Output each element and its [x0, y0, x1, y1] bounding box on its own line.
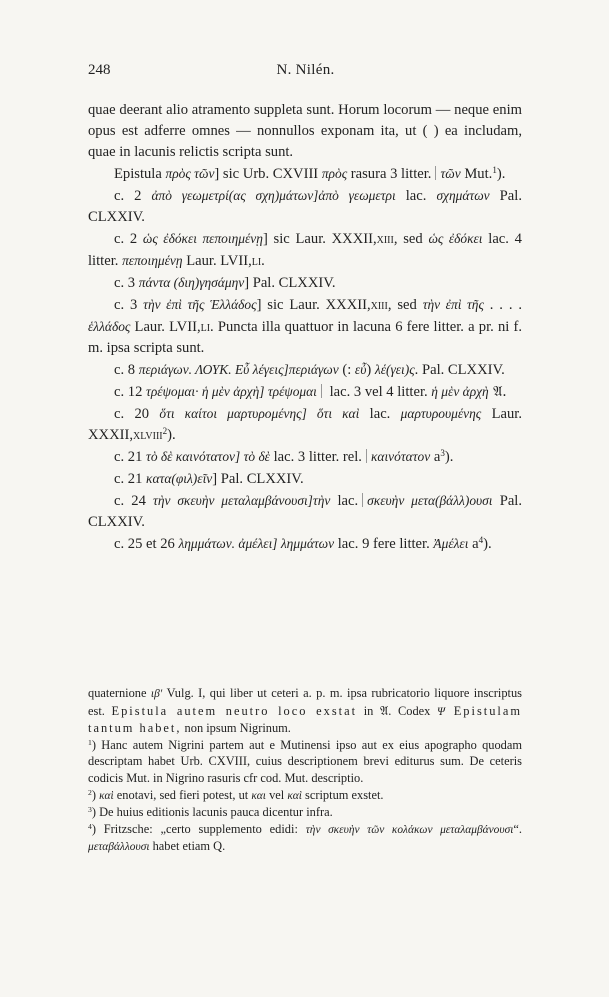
page-number: 248: [88, 62, 111, 78]
text: in 𝔄. Codex: [357, 703, 438, 718]
greek-text: μαρτυρουμένης: [400, 406, 482, 421]
greek-text: ὡς ἐδόκει: [428, 231, 483, 246]
text: ] sic Laur. XXXII,: [262, 231, 377, 247]
text: a: [468, 536, 479, 552]
greek-text: περιάγων. ΛΟΥΚ. Εὖ λέγεις]περιάγων: [138, 362, 339, 377]
text: . . . .: [483, 297, 522, 313]
text: rasura 3 litter.: [347, 166, 432, 182]
note-c25: [88, 533, 522, 555]
text: ).: [483, 536, 492, 552]
text: (:: [338, 362, 355, 378]
text: habet etiam Q.: [149, 839, 226, 854]
running-head: N. Nilén.: [276, 62, 335, 78]
text: enotavi, sed fieri potest, ut: [113, 787, 252, 802]
text: .: [261, 253, 265, 269]
text: c. 2: [114, 231, 143, 247]
text: c. 3: [114, 275, 139, 291]
note-c8: [88, 359, 522, 381]
text: . Puncta illa quattuor in lacuna 6 fere litter. a pr. ni f. m. ipsa scripta sunt.: [88, 319, 522, 356]
text: c. 20: [114, 406, 160, 422]
text: Vulg. I, qui liber ut ceteri a. p. m. ipsa rubricatorio liquore inscriptus est.: [88, 686, 522, 718]
footnote-3: [88, 804, 522, 821]
greek-text: και: [251, 789, 266, 802]
text: “.: [513, 821, 522, 836]
greek-text: ιβ': [150, 688, 163, 700]
text: lac.: [395, 188, 437, 204]
text: ): [91, 787, 100, 802]
roman-numeral: li: [251, 253, 262, 269]
margin-mark: [435, 166, 436, 180]
footnote-continuation: [88, 685, 522, 737]
text: c. 25 et 26: [114, 536, 179, 552]
footnote-mark: 1: [88, 737, 92, 747]
greek-text: καὶ: [287, 789, 302, 802]
text: , sed: [393, 231, 429, 247]
intro-paragraph: [88, 100, 522, 163]
footnote-1: [88, 737, 522, 787]
text: ) Hanc autem Nigrini partem aut e Mutinensi ipso aut ex eius apographo quodam descriptam habet Urb. CXVIII, cuius descriptionem brevi editurus sum. De ceteris codicis Mut. in Nigrino rasuris cfr cod. Mut. descriptio.: [88, 737, 522, 785]
greek-text: Ἀμέλει: [433, 536, 469, 551]
text: lac.: [359, 406, 401, 422]
text: ] Pal. CLXXIV.: [212, 471, 304, 487]
greek-text: ἀπὸ γεωμετρί(ας σχη)μάτων]ἀπὸ γεωμετρι: [151, 188, 396, 203]
spaced-text: Epistulam tantum habet,: [88, 703, 522, 736]
text: vel: [265, 787, 288, 802]
text: ) De huius editionis lacunis pauca dicentur infra.: [91, 805, 333, 820]
margin-mark: [366, 449, 367, 463]
footnotes: [88, 685, 522, 856]
text: c. 2: [114, 188, 152, 204]
footnote-ref: 2: [162, 426, 168, 437]
footnote-mark: 2: [88, 787, 92, 797]
greek-text: ὅτι καίτοι μαρτυρομένης] ὅτι καὶ: [159, 406, 360, 421]
spaced-text: Epistula autem neutro loco exstat: [111, 703, 358, 718]
greek-text: μεταβάλλουσι: [88, 841, 150, 854]
greek-text: εὖ: [354, 362, 367, 377]
greek-text: τὴν ἐπὶ τῆς Ἑλλάδος: [143, 297, 257, 312]
text: c. 21: [114, 471, 147, 487]
roman-numeral: xlviii: [133, 427, 163, 443]
greek-text: πρὸς: [321, 166, 348, 181]
note-c21b: [88, 468, 522, 490]
text: Epistula: [114, 166, 166, 182]
text: c. 12: [114, 384, 147, 400]
greek-text: τῶν: [440, 166, 461, 181]
greek-text: πάντα (διη)γησάμην: [138, 275, 245, 290]
text: . Pal. CLXXIV.: [414, 362, 505, 378]
note-c2b: [88, 228, 522, 272]
text: lac. 4 litter.: [88, 231, 522, 269]
text: Pal. CLXXIV.: [88, 493, 522, 530]
text: ).: [444, 449, 454, 465]
roman-numeral: xiii: [376, 231, 394, 247]
greek-text: τὴν σκευὴν μεταλαμβάνουσι]τὴν: [153, 493, 331, 508]
text: ] sic Laur. XXXII,: [256, 297, 371, 313]
footnote-ref: 3: [440, 448, 445, 459]
text: ] sic Urb. CXVIII: [214, 166, 322, 182]
note-c12: [88, 381, 522, 403]
greek-text: κατα(φιλ)εῖν: [146, 471, 213, 486]
text: Pal. CLXXIV.: [88, 188, 522, 225]
text: lac. 9 fere litter.: [334, 536, 434, 552]
footnote-4: [88, 821, 522, 856]
footnote-ref: 1: [492, 165, 497, 176]
note-c3b: [88, 294, 522, 359]
greek-text: σκευὴν μετα(βάλλ)ουσι: [367, 493, 493, 508]
text: Mut.: [460, 166, 493, 182]
note-c2a: [88, 185, 522, 228]
footnote-2: [88, 787, 522, 805]
text: ): [366, 362, 375, 378]
text: Laur. LVII,: [130, 319, 201, 335]
greek-text: πεποιημένῃ: [122, 253, 183, 268]
text: c. 21: [114, 449, 147, 465]
text: ) Fritzsche: „certo supplemento edidi:: [91, 821, 306, 836]
footnote-mark: 4: [88, 821, 92, 831]
greek-text: σχημάτων: [436, 188, 490, 203]
text: ] Pal. CLXXIV.: [244, 275, 336, 291]
greek-text: τὴν σκευὴν τῶν κολάκων μεταλαμβάνουσι: [305, 823, 514, 836]
footnote-mark: 3: [88, 804, 92, 814]
greek-text: τὴν ἐπὶ τῆς: [422, 297, 484, 312]
note-epistula: [88, 163, 522, 185]
text: a: [430, 449, 441, 465]
margin-mark: [362, 493, 363, 507]
text: scriptum exstet.: [301, 787, 384, 802]
text: lac. 3 vel 4 litter.: [325, 384, 432, 400]
greek-text: λέ(γει)ς: [374, 362, 415, 377]
text: c. 24: [114, 493, 154, 509]
roman-numeral: li: [200, 319, 211, 335]
text: ).: [496, 166, 506, 182]
greek-text: τρέψομαι· ἡ μὲν ἀρχὴ] τρέψομαι: [146, 384, 317, 399]
text: ).: [167, 427, 176, 443]
note-c20: [88, 403, 522, 446]
footnote-ref: 4: [478, 535, 484, 546]
text: lac. 3 litter. rel.: [269, 449, 362, 465]
text: c. 8: [114, 362, 139, 378]
greek-text: Ψ: [437, 705, 446, 718]
margin-mark: [321, 384, 322, 398]
text: quaternione: [88, 686, 151, 700]
roman-numeral: xiii: [370, 297, 388, 313]
greek-text: ἡ μὲν ἀρχὴ: [431, 384, 489, 399]
running-header: [88, 62, 523, 84]
text: non ipsum Nigrinum.: [181, 721, 291, 736]
text: Laur. LVII,: [182, 253, 252, 269]
text: 𝔄.: [488, 384, 507, 400]
greek-text: καὶ: [99, 789, 114, 802]
greek-text: ἑλλάδος: [88, 319, 131, 334]
greek-text: λημμάτων. ἀμέλει] λημμάτων: [178, 536, 335, 551]
text: Laur. XXXII,: [88, 406, 522, 443]
main-text: [88, 100, 522, 555]
text: c. 3: [114, 297, 144, 313]
greek-text: πρὸς τῶν: [165, 166, 215, 181]
greek-text: καινότατον: [370, 449, 431, 464]
note-c21a: [88, 446, 522, 468]
greek-text: τὸ δὲ καινότατον] τὸ δὲ: [146, 449, 270, 464]
greek-text: ὡς ἐδόκει πεποιημένῃ: [142, 231, 263, 246]
text: lac.: [330, 493, 359, 509]
text: , sed: [387, 297, 423, 313]
note-c24: [88, 490, 522, 533]
note-c3a: [88, 272, 522, 294]
intro-text: quae deerant alio atramento suppleta sunt. Horum locorum — neque enim opus est adferre omnes — nonnullos exponam ita, ut ( ) ea includam, quae in lacunis relictis scripta sunt.: [88, 102, 522, 160]
